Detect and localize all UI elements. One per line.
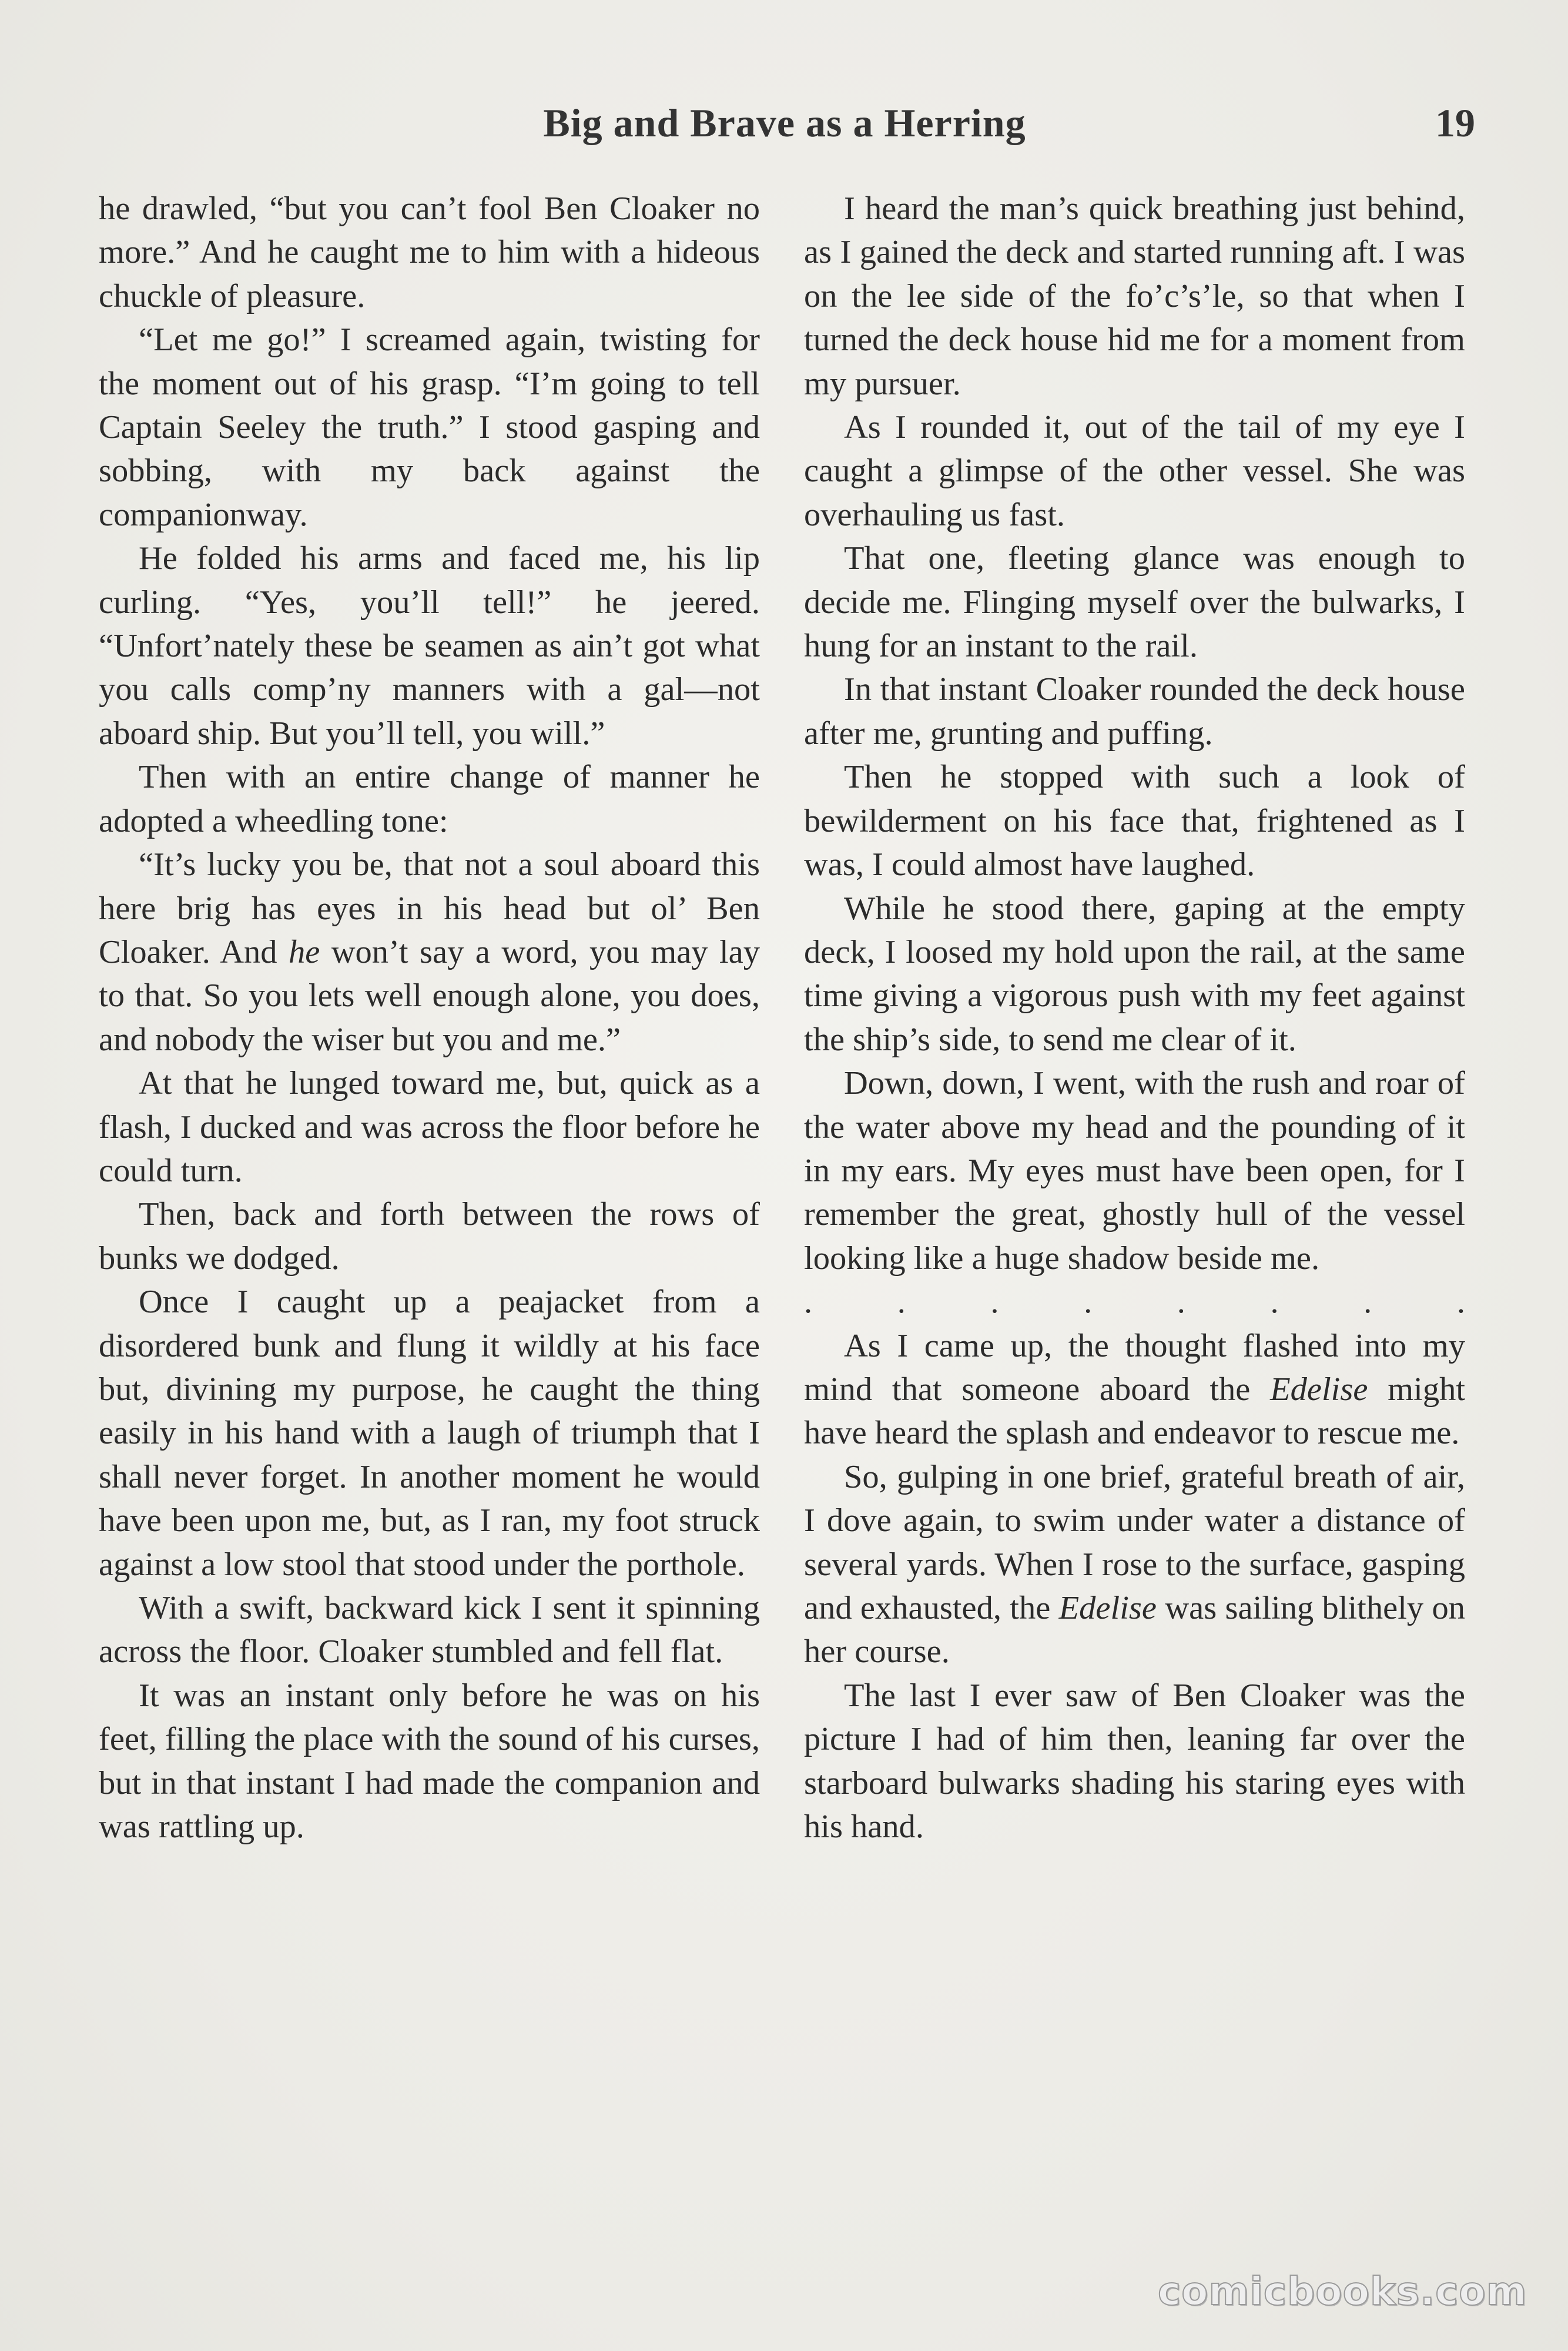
paragraph <box>99 1280 760 1586</box>
paragraph <box>99 318 760 537</box>
watermark-logo: comicbooks.com <box>1158 2269 1527 2314</box>
page-number: 19 <box>1435 101 1475 145</box>
paragraph-text: “It’s lucky you be, that not a soul aboard this here brig has eyes in his head but ol’ Ben Cloaker. And <box>99 846 760 970</box>
paragraph-text: As I came up, the thought flashed into my mind that someone aboard the <box>804 1327 1465 1408</box>
right-column <box>804 187 1465 1848</box>
paragraph <box>804 1061 1465 1280</box>
paragraph-text: . . . . . . . . <box>804 1284 1465 1321</box>
paragraph-text: While he stood there, gaping at the empty deck, I loosed my hold upon the rail, at the same time giving a vigorous push with my feet against the ship’s side, to send me clear of it. <box>804 890 1465 1058</box>
paragraph <box>99 1586 760 1674</box>
paragraph <box>804 1324 1465 1455</box>
paragraph <box>804 668 1465 755</box>
page-header <box>94 100 1475 153</box>
paragraph <box>804 537 1465 668</box>
paragraph-text: I heard the man’s quick breathing just behind, as I gained the deck and started running aft. I was on the lee side of the fo’c’s’le, so that when I turned the deck house hid me for a moment from my pursuer. <box>804 190 1465 402</box>
paragraph <box>99 537 760 755</box>
paragraph-text: At that he lunged toward me, but, quick as a flash, I ducked and was across the floor before he could turn. <box>99 1065 760 1189</box>
paragraph-text: Then he stopped with such a look of bewilderment on his face that, frightened as I was, I could almost have laughed. <box>804 759 1465 883</box>
paragraph-text: “Let me go!” I screamed again, twisting for the moment out of his grasp. “I’m going to tell Captain Seeley the truth.” I stood gasping and sobbing, with my back against the companionway. <box>99 321 760 533</box>
paragraph <box>99 1193 760 1280</box>
running-title: Big and Brave as a Herring <box>543 101 1026 145</box>
paragraph <box>804 1674 1465 1849</box>
paragraph-text: As I rounded it, out of the tail of my eye I caught a glimpse of the other vessel. She was overhauling us fast. <box>804 409 1465 533</box>
paragraph-text: He folded his arms and faced me, his lip curling. “Yes, you’ll tell!” he jeered. “Unfort’nately these be seamen as ain’t got what you calls comp’ny manners with a gal—not aboard ship. But you’ll tell, you will.” <box>99 540 760 752</box>
paragraph-text: Once I caught up a peajacket from a disordered bunk and flung it wildly at his face but, divining my purpose, he caught the thing easily in his hand with a laugh of triumph that I shall never forget. In another moment he would have been upon me, but, as I ran, my foot struck against a low stool that stood under the porthole. <box>99 1284 760 1583</box>
paragraph-text: It was an instant only before he was on his feet, filling the place with the sound of his curses, but in that instant I had made the companion and was rattling up. <box>99 1677 760 1846</box>
paragraph-text: was sailing blithely on her course. <box>804 1589 1465 1670</box>
italic-text: Edelise <box>1058 1589 1157 1626</box>
paragraph-text: won’t say a word, you may lay to that. So you lets well enough alone, you does, and nobody the wiser but you and me.” <box>99 933 760 1058</box>
left-column <box>99 187 760 1848</box>
paragraph-text: So, gulping in one brief, grateful breath of air, I dove again, to swim under water a distance of several yards. When I rose to the surface, gasping and exhausted, the <box>804 1458 1465 1626</box>
paragraph <box>804 755 1465 886</box>
paragraph-text: Then with an entire change of manner he adopted a wheedling tone: <box>99 759 760 839</box>
paragraph-text: might have heard the splash and endeavor to rescue me. <box>804 1371 1466 1452</box>
paragraph-text: Then, back and forth between the rows of bunks we dodged. <box>99 1196 760 1277</box>
paragraph-text: Down, down, I went, with the rush and roar of the water above my head and the pounding of it in my ears. My eyes must have been open, for I remember the great, ghostly hull of the vessel looking like a huge shadow beside me. <box>804 1065 1465 1277</box>
paragraph <box>804 187 1465 406</box>
paragraph-text: With a swift, backward kick I sent it spinning across the floor. Cloaker stumbled and fell flat. <box>99 1590 760 1670</box>
paragraph-text: That one, fleeting glance was enough to decide me. Flinging myself over the bulwarks, I hung for an instant to the rail. <box>804 540 1465 665</box>
paragraph <box>99 187 760 318</box>
italic-text: Edelise <box>1270 1371 1368 1408</box>
section-break-dots <box>804 1280 1465 1324</box>
paragraph-text: The last I ever saw of Ben Cloaker was the picture I had of him then, leaning far over the starboard bulwarks shading his staring eyes with his hand. <box>804 1677 1465 1846</box>
paragraph <box>99 843 760 1061</box>
paragraph <box>804 887 1465 1062</box>
paragraph <box>99 1061 760 1193</box>
italic-text: he <box>288 933 320 970</box>
paragraph <box>99 755 760 843</box>
paragraph <box>99 1674 760 1849</box>
paragraph-text: he drawled, “but you can’t fool Ben Cloaker no more.” And he caught me to him with a hideous chuckle of pleasure. <box>99 190 760 314</box>
paragraph-text: In that instant Cloaker rounded the deck house after me, grunting and puffing. <box>804 671 1465 752</box>
paragraph <box>804 406 1465 537</box>
paragraph <box>804 1455 1465 1674</box>
